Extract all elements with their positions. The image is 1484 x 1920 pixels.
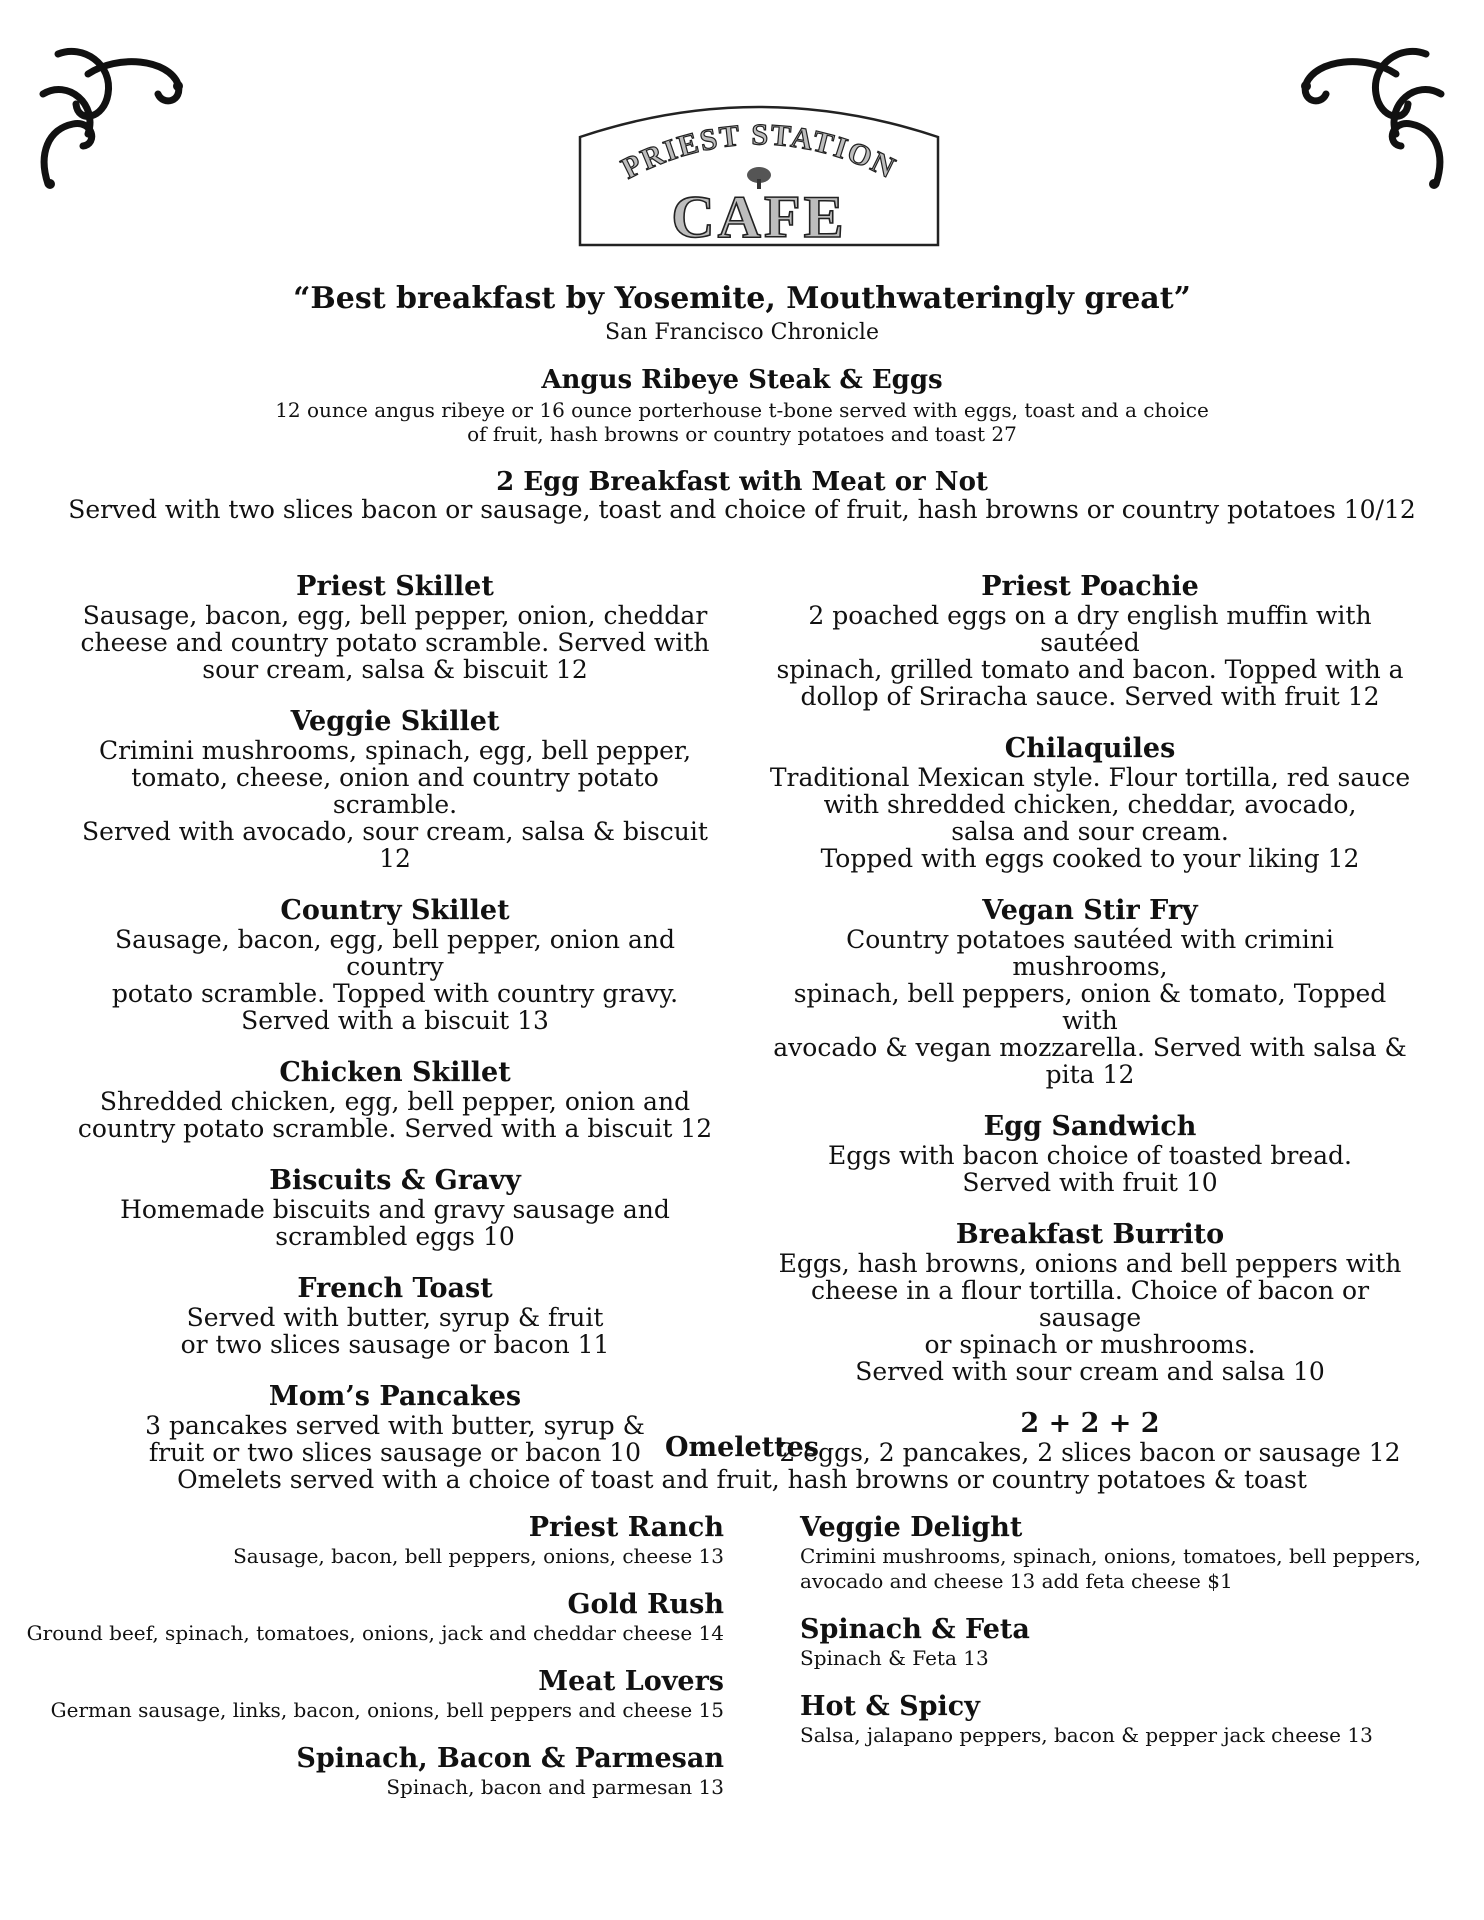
menu-item-desc: 2 poached eggs on a dry english muffin with sautéed spinach, grilled tomato and bacon. Topped with a dollop of Sriracha sauce. Served with fruit 12: [776, 601, 1404, 711]
menu-item-desc: Traditional Mexican style. Flour tortilla, red sauce with shredded chicken, cheddar, avocado, salsa and sour cream. Topped with eggs cooked to your liking 12: [769, 763, 1411, 873]
menu-item: [70, 1058, 720, 1142]
menu-item: [70, 707, 720, 872]
menu-item-desc: Country potatoes sautéed with crimini mushrooms, spinach, bell peppers, onion & tomato, Topped with avocado & vegan mozzarella. Served with salsa & pita 12: [773, 925, 1407, 1089]
omelettes-subtitle: Omelets served with a choice of toast and fruit, hash browns or country potatoes & toast: [177, 1465, 1307, 1494]
featured-title: 2 Egg Breakfast with Meat or Not: [496, 467, 988, 497]
menu-item-desc: 2 eggs, 2 pancakes, 2 slices bacon or sausage 12: [779, 1438, 1401, 1467]
menu-item-desc: Served with butter, syrup & fruit or two slices sausage or bacon 11: [180, 1303, 610, 1359]
omelette-name: Hot & Spicy: [800, 1691, 980, 1722]
omelette-desc: Sausage, bacon, bell peppers, onions, cheese 13: [233, 1544, 724, 1568]
right-menu-column: [765, 572, 1415, 1490]
menu-item-title: Egg Sandwich: [983, 1111, 1197, 1142]
menu-item: [765, 1112, 1415, 1196]
omelette-desc: Spinach & Feta 13: [800, 1646, 989, 1670]
menu-item-title: Vegan Stir Fry: [982, 895, 1198, 926]
omelette-item: [800, 1512, 1460, 1594]
menu-item-title: Priest Skillet: [296, 571, 494, 602]
menu-item-title: Chicken Skillet: [279, 1057, 511, 1088]
omelette-name: Gold Rush: [567, 1589, 724, 1620]
menu-item-title: Country Skillet: [280, 895, 510, 926]
menu-item-desc: Eggs, hash browns, onions and bell peppers with cheese in a flour tortilla. Choice of bacon or sausage or spinach or mushrooms. Served with sour cream and salsa 10: [778, 1249, 1402, 1386]
cafe-logo: [576, 97, 942, 249]
omelette-name: Spinach & Feta: [800, 1614, 1030, 1645]
omelette-item: [24, 1512, 724, 1569]
featured-desc: Served with two slices bacon or sausage, toast and choice of fruit, hash browns or country potatoes 10/12: [68, 495, 1416, 524]
menu-item-title: Chilaquiles: [1004, 733, 1176, 764]
featured-title: Angus Ribeye Steak & Eggs: [541, 365, 943, 395]
menu-item-title: Breakfast Burrito: [955, 1219, 1225, 1250]
omelettes-title: Omelettes: [664, 1432, 820, 1463]
menu-item-desc: Sausage, bacon, egg, bell pepper, onion, cheddar cheese and country potato scramble. Served with sour cream, salsa & biscuit 12: [80, 601, 710, 684]
menu-item: [70, 896, 720, 1034]
menu-item-desc: Sausage, bacon, egg, bell pepper, onion and country potato scramble. Topped with country gravy. Served with a biscuit 13: [111, 925, 679, 1035]
omelette-item: [24, 1743, 724, 1800]
menu-item-title: Biscuits & Gravy: [269, 1165, 521, 1196]
menu-item-desc: Crimini mushrooms, spinach, egg, bell pepper, tomato, cheese, onion and country potato scramble. Served with avocado, sour cream, salsa & biscuit 12: [82, 736, 708, 873]
menu-item-title: French Toast: [297, 1273, 493, 1304]
featured-desc: 12 ounce angus ribeye or 16 ounce porterhouse t-bone served with eggs, toast and a choice of fruit, hash browns or country potatoes and toast 27: [275, 398, 1209, 446]
omelettes-left-column: [24, 1512, 724, 1820]
omelette-name: Priest Ranch: [528, 1512, 724, 1543]
menu-item: [70, 572, 720, 683]
omelette-desc: Spinach, bacon and parmesan 13: [386, 1775, 724, 1799]
menu-item-desc: Shredded chicken, egg, bell pepper, onion and country potato scramble. Served with a biscuit 12: [77, 1087, 713, 1143]
omelette-item: [800, 1614, 1460, 1671]
menu-item-title: 2 + 2 + 2: [1020, 1408, 1160, 1439]
corner-flourish-right-icon: [1286, 34, 1456, 204]
menu-item-desc: Eggs with bacon choice of toasted bread. Served with fruit 10: [828, 1141, 1352, 1197]
corner-flourish-left-icon: [28, 34, 198, 204]
omelette-item: [800, 1691, 1460, 1748]
omelette-desc: Crimini mushrooms, spinach, onions, tomatoes, bell peppers, avocado and cheese 13 add feta cheese $1: [800, 1544, 1422, 1593]
menu-item: [765, 896, 1415, 1088]
menu-item: [765, 572, 1415, 710]
omelette-item: [24, 1589, 724, 1646]
omelette-desc: Salsa, jalapano peppers, bacon & pepper jack cheese 13: [800, 1723, 1373, 1747]
logo-line1: PRIEST STATION: [616, 118, 902, 186]
omelette-name: Meat Lovers: [538, 1666, 724, 1697]
omelette-desc: German sausage, links, bacon, onions, bell peppers and cheese 15: [50, 1698, 724, 1722]
menu-item-title: Veggie Skillet: [290, 706, 500, 737]
left-menu-column: [70, 572, 720, 1490]
header-quote: “Best breakfast by Yosemite, Mouthwateringly great”: [293, 281, 1191, 316]
omelette-item: [24, 1666, 724, 1723]
omelette-desc: Ground beef, spinach, tomatoes, onions, jack and cheddar cheese 14: [26, 1621, 724, 1645]
menu-item-desc: Homemade biscuits and gravy sausage and scrambled eggs 10: [120, 1195, 670, 1251]
menu-item: [765, 734, 1415, 872]
omelettes-right-column: [800, 1512, 1460, 1768]
menu-item-desc: 3 pancakes served with butter, syrup & fruit or two slices sausage or bacon 10: [145, 1411, 645, 1467]
menu-item: [70, 1274, 720, 1358]
menu-item: [70, 1166, 720, 1250]
omelette-name: Veggie Delight: [800, 1512, 1023, 1543]
menu-item: [765, 1220, 1415, 1385]
omelette-name: Spinach, Bacon & Parmesan: [296, 1743, 724, 1774]
logo-line2: CAFE: [671, 184, 847, 249]
menu-item-title: Priest Poachie: [981, 571, 1199, 602]
quote-attribution: San Francisco Chronicle: [605, 320, 879, 345]
menu-item-title: Mom’s Pancakes: [268, 1381, 522, 1412]
